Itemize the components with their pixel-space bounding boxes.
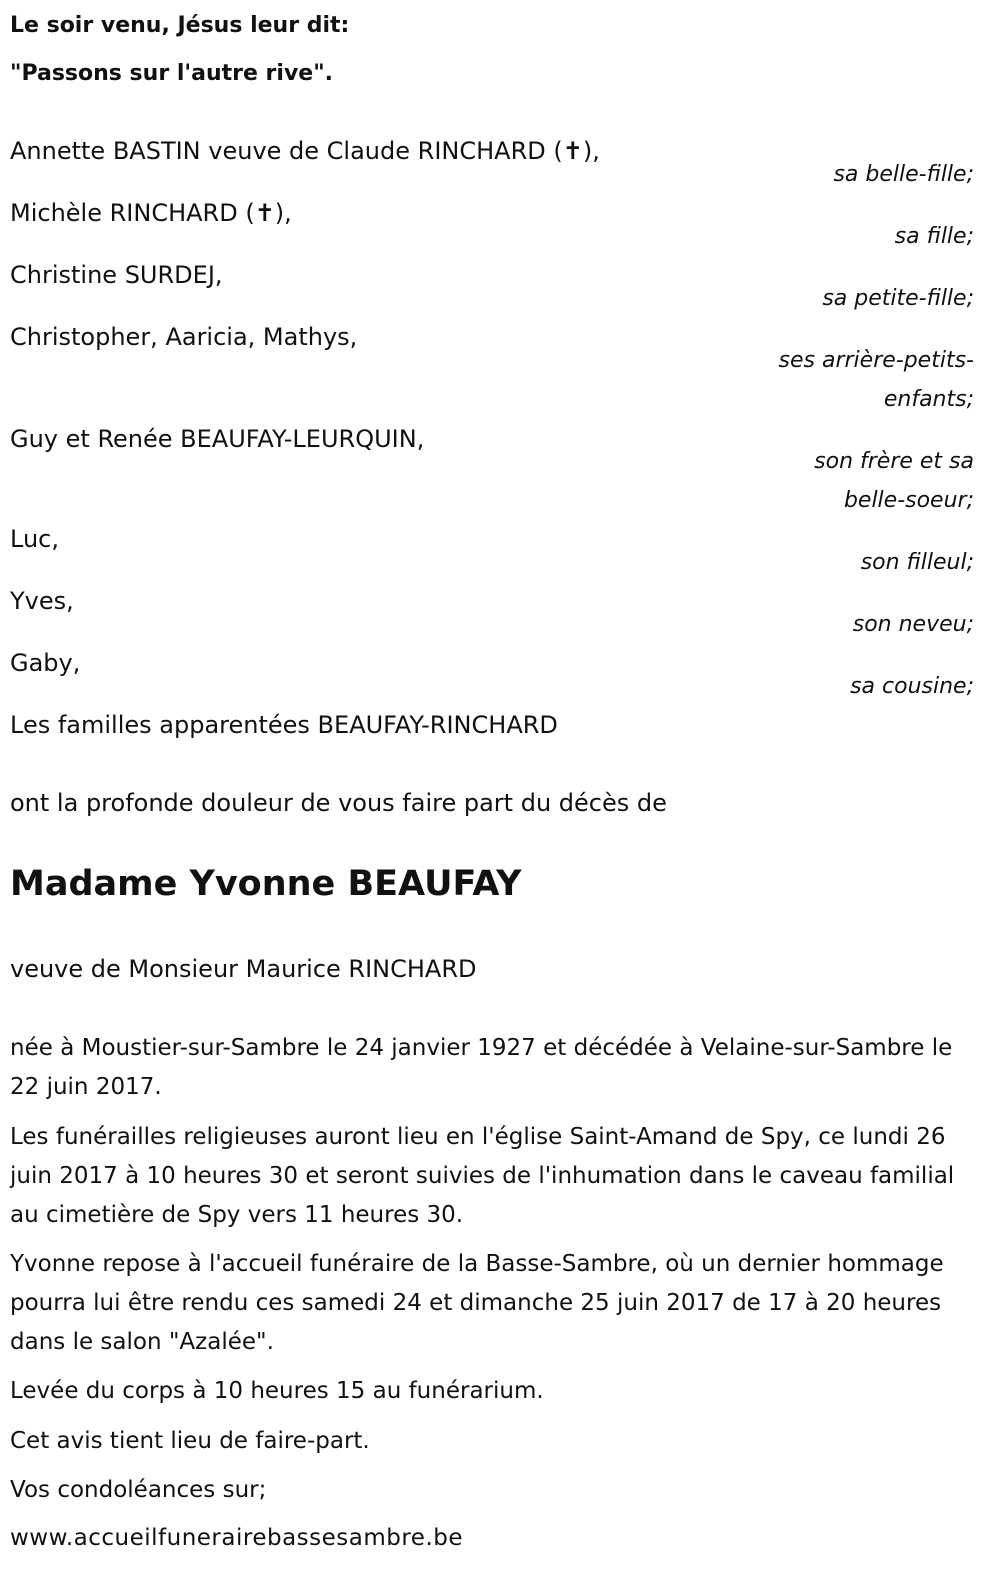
condolences-paragraph: Vos condoléances sur; bbox=[10, 1477, 267, 1503]
family-member-relation: sa belle-fille; bbox=[833, 162, 974, 187]
announcement-text: ont la profonde douleur de vous faire part du décès de bbox=[10, 789, 667, 817]
deceased-name: Madame Yvonne BEAUFAY bbox=[10, 864, 522, 904]
quote-line-2: "Passons sur l'autre rive". bbox=[10, 61, 334, 86]
family-member-name: Guy et Renée BEAUFAY-LEURQUIN, bbox=[10, 425, 425, 453]
viewing-paragraph: Yvonne repose à l'accueil funéraire de la Basse-Sambre, où un dernier hommage pourra lui être rendu ces samedi 24 et dimanche 25 juin 2017 de 17 à 20 heures dans le salon "Azalée". bbox=[10, 1251, 944, 1355]
family-member-name: Gaby, bbox=[10, 649, 81, 677]
quote-line-1: Le soir venu, Jésus leur dit: bbox=[10, 13, 350, 38]
family-member-relation: sa petite-fille; bbox=[822, 286, 974, 311]
family-member-name: Christine SURDEJ, bbox=[10, 261, 223, 289]
funeral-paragraph: Les funérailles religieuses auront lieu en l'église Saint-Amand de Spy, ce lundi 26 juin 2017 à 10 heures 30 et seront suivies de l'inhumation dans le caveau familial au cimetière de Spy vers 11 heures 30. bbox=[10, 1124, 955, 1228]
notice-paragraph: Cet avis tient lieu de faire-part. bbox=[10, 1428, 370, 1454]
family-member-relation: son filleul; bbox=[860, 550, 974, 575]
birth-death-paragraph: née à Moustier-sur-Sambre le 24 janvier 1927 et décédée à Velaine-sur-Sambre le 22 juin 2017. bbox=[10, 1035, 953, 1100]
family-member-name: Luc, bbox=[10, 525, 59, 553]
family-member-relation: son neveu; bbox=[852, 612, 974, 637]
family-member-name: Yves, bbox=[10, 587, 74, 615]
family-member-relation: son frère et sa belle-soeur; bbox=[814, 449, 974, 513]
family-member-name: Christopher, Aaricia, Mathys, bbox=[10, 323, 358, 351]
website-link[interactable]: www.accueilfunerairebassesambre.be bbox=[10, 1525, 464, 1551]
family-member-relation: sa cousine; bbox=[850, 674, 974, 699]
widow-of-text: veuve de Monsieur Maurice RINCHARD bbox=[10, 955, 477, 983]
levee-paragraph: Levée du corps à 10 heures 15 au funérarium. bbox=[10, 1378, 544, 1404]
family-member-name: Michèle RINCHARD (✝), bbox=[10, 199, 292, 227]
family-member-relation: sa fille; bbox=[894, 224, 974, 249]
family-member-relation: ses arrière-petits-enfants; bbox=[778, 348, 974, 412]
family-member-name: Annette BASTIN veuve de Claude RINCHARD (✝), bbox=[10, 137, 600, 165]
family-member-name: Les familles apparentées BEAUFAY-RINCHARD bbox=[10, 711, 558, 739]
